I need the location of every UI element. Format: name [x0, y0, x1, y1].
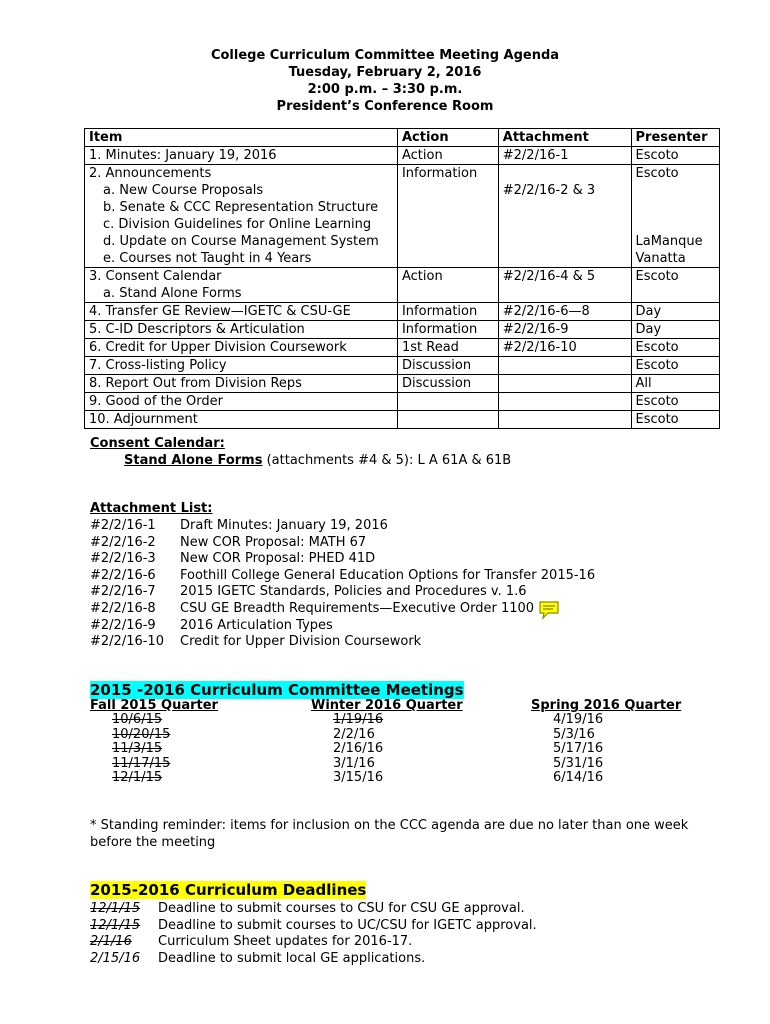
cell-line — [503, 250, 627, 267]
cell-line: Escoto — [635, 340, 679, 355]
cell-line: Discussion — [401, 358, 472, 373]
cell-line — [402, 250, 494, 267]
cell-line: 5. C-ID Descriptors & Articulation — [89, 322, 305, 337]
spring-meeting-date: 4/19/16 — [553, 712, 604, 728]
fall-meeting-date: 12/1/15 — [112, 770, 163, 786]
deadline-text: Deadline to submit local GE applications. — [158, 950, 426, 966]
cell-line: Escoto — [635, 412, 679, 427]
presenter-cell — [631, 339, 720, 357]
cell-line — [636, 216, 716, 233]
table-row — [85, 147, 720, 165]
header-title: College Curriculum Committee Meeting Agenda — [210, 48, 560, 63]
stand-alone-forms-text: (attachments #4 & 5): L A 61A & 61B — [262, 453, 512, 468]
cell-line — [402, 216, 494, 233]
attachment-item — [90, 583, 595, 600]
deadline-date: 2/1/16 — [90, 934, 132, 950]
attachment-desc: 2016 Articulation Types — [180, 617, 333, 633]
winter-meeting-date: 2/16/16 — [333, 741, 384, 757]
attachment-id: #2/2/16-8 — [90, 600, 156, 616]
cell-line: Escoto — [635, 269, 679, 284]
cell-line: #2/2/16-6—8 — [502, 304, 590, 319]
deadline-date: 12/1/15 — [90, 917, 141, 933]
attachment-id: #2/2/16-10 — [90, 634, 164, 650]
cell-line — [503, 375, 627, 392]
item-cell — [85, 375, 398, 393]
column-header-item: Item — [85, 129, 398, 147]
cell-line: b. Senate & CCC Representation Structure — [103, 200, 379, 215]
attachment-id: #2/2/16-7 — [90, 584, 156, 600]
cell-line — [402, 233, 494, 250]
cell-line: 2. Announcements — [89, 166, 212, 181]
attachment-cell — [498, 411, 631, 429]
attachment-cell — [498, 339, 631, 357]
action-cell — [397, 375, 498, 393]
action-cell — [397, 411, 498, 429]
column-header-action: Action — [397, 129, 498, 147]
deadline-text: Curriculum Sheet updates for 2016-17. — [158, 934, 413, 950]
cell-line: #2/2/16-1 — [502, 148, 569, 163]
cell-line: a. New Course Proposals — [103, 183, 264, 198]
cell-line: 10. Adjournment — [89, 412, 198, 427]
cell-line: 1st Read — [401, 340, 459, 355]
attachment-list-section — [90, 500, 595, 650]
winter-meeting-date: 3/15/16 — [333, 770, 384, 786]
cell-line: Information — [401, 166, 478, 181]
deadline-text: Deadline to submit courses to CSU for CSU GE approval. — [158, 901, 525, 916]
deadline-item — [90, 950, 537, 967]
fall-meeting-date: 11/17/15 — [112, 755, 171, 771]
cell-line: Action — [401, 148, 443, 163]
fall-meeting-date: 11/3/15 — [112, 741, 163, 757]
consent-calendar-section — [90, 435, 511, 469]
table-row — [85, 393, 720, 411]
cell-line — [503, 357, 627, 374]
cell-line: Day — [635, 322, 662, 337]
attachment-item — [90, 617, 595, 634]
presenter-cell — [631, 357, 720, 375]
cell-line: #2/2/16-10 — [502, 340, 577, 355]
cell-line: Information — [401, 322, 478, 337]
action-cell — [397, 147, 498, 165]
header-time: 2:00 p.m. – 3:30 p.m. — [307, 82, 463, 97]
spring-quarter-column — [531, 699, 681, 785]
cell-line: 4. Transfer GE Review—IGETC & CSU-GE — [89, 304, 351, 319]
attachment-item — [90, 517, 595, 534]
action-cell — [397, 303, 498, 321]
attachment-desc: Draft Minutes: January 19, 2016 — [180, 518, 388, 533]
column-header-presenter: Presenter — [631, 129, 720, 147]
cell-line — [503, 393, 627, 410]
header-date: Tuesday, February 2, 2016 — [288, 65, 482, 80]
presenter-cell — [631, 375, 720, 393]
attachment-item — [90, 633, 595, 650]
table-row — [85, 268, 720, 303]
winter-meeting-date: 2/2/16 — [333, 726, 375, 742]
fall-meeting-date: 10/20/15 — [112, 726, 171, 742]
attachment-item — [90, 567, 595, 584]
consent-calendar-line — [90, 452, 511, 469]
action-cell — [397, 339, 498, 357]
attachment-item — [90, 534, 595, 551]
cell-line: 6. Credit for Upper Division Coursework — [89, 340, 347, 355]
cell-line — [503, 285, 627, 302]
presenter-cell — [631, 268, 720, 303]
attachment-id: #2/2/16-3 — [90, 551, 156, 567]
cell-line: d. Update on Course Management System — [103, 234, 379, 249]
cell-line — [402, 393, 494, 410]
column-header-attachment: Attachment — [498, 129, 631, 147]
attachment-cell — [498, 357, 631, 375]
table-row — [85, 321, 720, 339]
attachment-cell — [498, 321, 631, 339]
action-cell — [397, 393, 498, 411]
attachment-cell — [498, 375, 631, 393]
attachment-id: #2/2/16-2 — [90, 534, 156, 550]
cell-line: c. Division Guidelines for Online Learning — [103, 217, 372, 232]
deadline-text: Deadline to submit courses to UC/CSU for IGETC approval. — [158, 917, 537, 933]
cell-line — [636, 182, 716, 199]
cell-line: Escoto — [635, 148, 679, 163]
cell-line: #2/2/16-2 & 3 — [502, 183, 596, 198]
table-row — [85, 411, 720, 429]
cell-line — [636, 285, 716, 302]
attachment-desc: New COR Proposal: PHED 41D — [180, 551, 376, 567]
attachment-desc: 2015 IGETC Standards, Policies and Procedures v. 1.6 — [180, 584, 527, 600]
cell-line — [503, 411, 627, 428]
item-cell — [85, 411, 398, 429]
table-row — [85, 339, 720, 357]
item-cell — [85, 165, 398, 268]
spring-meeting-date: 5/31/16 — [553, 755, 604, 771]
cell-line: Information — [401, 304, 478, 319]
meetings-title: 2015 -2016 Curriculum Committee Meetings — [90, 681, 464, 699]
deadline-item — [90, 933, 537, 950]
attachment-id: #2/2/16-1 — [90, 518, 156, 533]
presenter-cell — [631, 321, 720, 339]
cell-line: Discussion — [401, 376, 472, 391]
presenter-cell — [631, 393, 720, 411]
cell-line: Escoto — [635, 394, 679, 409]
cell-line — [503, 216, 627, 233]
attachment-cell — [498, 393, 631, 411]
attachment-id: #2/2/16-6 — [90, 567, 156, 583]
document-header — [0, 47, 770, 115]
item-cell — [85, 303, 398, 321]
fall-quarter-label: Fall 2015 Quarter — [90, 698, 218, 713]
cell-line — [402, 285, 494, 302]
cell-line — [402, 182, 494, 199]
item-cell — [85, 339, 398, 357]
presenter-cell — [631, 303, 720, 321]
spring-quarter-label: Spring 2016 Quarter — [531, 698, 682, 713]
fall-quarter-column — [90, 699, 218, 785]
agenda-table — [84, 128, 720, 429]
table-row — [85, 165, 720, 268]
attachment-item — [90, 550, 595, 567]
deadlines-title: 2015-2016 Curriculum Deadlines — [90, 881, 367, 899]
attachment-desc: Foothill College General Education Options for Transfer 2015-16 — [180, 567, 596, 583]
attachment-id: #2/2/16-9 — [90, 617, 156, 633]
attachment-list-title: Attachment List: — [90, 501, 213, 516]
deadline-item — [90, 917, 537, 934]
spring-meeting-date: 5/3/16 — [553, 726, 595, 742]
table-row — [85, 375, 720, 393]
item-cell — [85, 147, 398, 165]
cell-line: 3. Consent Calendar — [89, 269, 222, 284]
attachment-list — [90, 517, 595, 650]
cell-line: 1. Minutes: January 19, 2016 — [89, 148, 277, 163]
action-cell — [397, 165, 498, 268]
header-location: President’s Conference Room — [276, 99, 494, 114]
presenter-cell — [631, 411, 720, 429]
cell-line: 9. Good of the Order — [89, 394, 223, 409]
cell-line — [503, 233, 627, 250]
item-cell — [85, 268, 398, 303]
cell-line: a. Stand Alone Forms — [103, 286, 242, 301]
cell-line: Escoto — [635, 358, 679, 373]
attachment-desc: CSU GE Breadth Requirements—Executive Order 1100 — [180, 600, 535, 616]
deadlines-list — [90, 900, 537, 966]
stand-alone-forms-label: Stand Alone Forms — [124, 453, 263, 468]
cell-line: All — [635, 376, 652, 391]
cell-line — [636, 199, 716, 216]
deadline-date: 2/15/16 — [90, 950, 141, 966]
cell-line: #2/2/16-9 — [502, 322, 569, 337]
deadlines-title-wrap — [90, 882, 366, 900]
item-cell — [85, 393, 398, 411]
deadline-date: 12/1/15 — [90, 901, 141, 916]
attachment-cell — [498, 268, 631, 303]
cell-line — [503, 199, 627, 216]
action-cell — [397, 268, 498, 303]
attachment-desc: New COR Proposal: MATH 67 — [180, 534, 367, 550]
comment-icon[interactable] — [538, 600, 560, 617]
table-row — [85, 357, 720, 375]
presenter-cell — [631, 165, 720, 268]
agenda-header-row — [85, 129, 720, 147]
cell-line: Vanatta — [635, 251, 686, 266]
item-cell — [85, 357, 398, 375]
attachment-desc: Credit for Upper Division Coursework — [180, 634, 422, 650]
winter-meeting-date: 1/19/16 — [333, 712, 384, 728]
winter-quarter-label: Winter 2016 Quarter — [311, 698, 463, 713]
attachment-cell — [498, 165, 631, 268]
standing-reminder: * Standing reminder: items for inclusion on the CCC agenda are due no later than one week before the meeting — [90, 818, 689, 850]
spring-meeting-date: 5/17/16 — [553, 741, 604, 757]
fall-meeting-date: 10/6/15 — [112, 712, 163, 728]
cell-line: 7. Cross-listing Policy — [89, 358, 227, 373]
cell-line: e. Courses not Taught in 4 Years — [103, 251, 312, 266]
presenter-cell — [631, 147, 720, 165]
deadline-item — [90, 900, 537, 917]
table-row — [85, 303, 720, 321]
spring-meeting-date: 6/14/16 — [553, 770, 604, 786]
agenda-body — [85, 147, 720, 429]
item-cell — [85, 321, 398, 339]
attachment-cell — [498, 303, 631, 321]
winter-meeting-date: 3/1/16 — [333, 755, 375, 771]
cell-line: LaManque — [635, 234, 703, 249]
cell-line: Action — [401, 269, 443, 284]
cell-line — [402, 411, 494, 428]
action-cell — [397, 357, 498, 375]
consent-calendar-title: Consent Calendar: — [90, 436, 225, 451]
cell-line: 8. Report Out from Division Reps — [89, 376, 302, 391]
cell-line: Escoto — [635, 166, 679, 181]
cell-line: Day — [635, 304, 662, 319]
winter-quarter-column — [311, 699, 463, 785]
action-cell — [397, 321, 498, 339]
cell-line — [503, 165, 627, 182]
attachment-item — [90, 600, 595, 617]
cell-line — [402, 199, 494, 216]
attachment-cell — [498, 147, 631, 165]
cell-line: #2/2/16-4 & 5 — [502, 269, 596, 284]
